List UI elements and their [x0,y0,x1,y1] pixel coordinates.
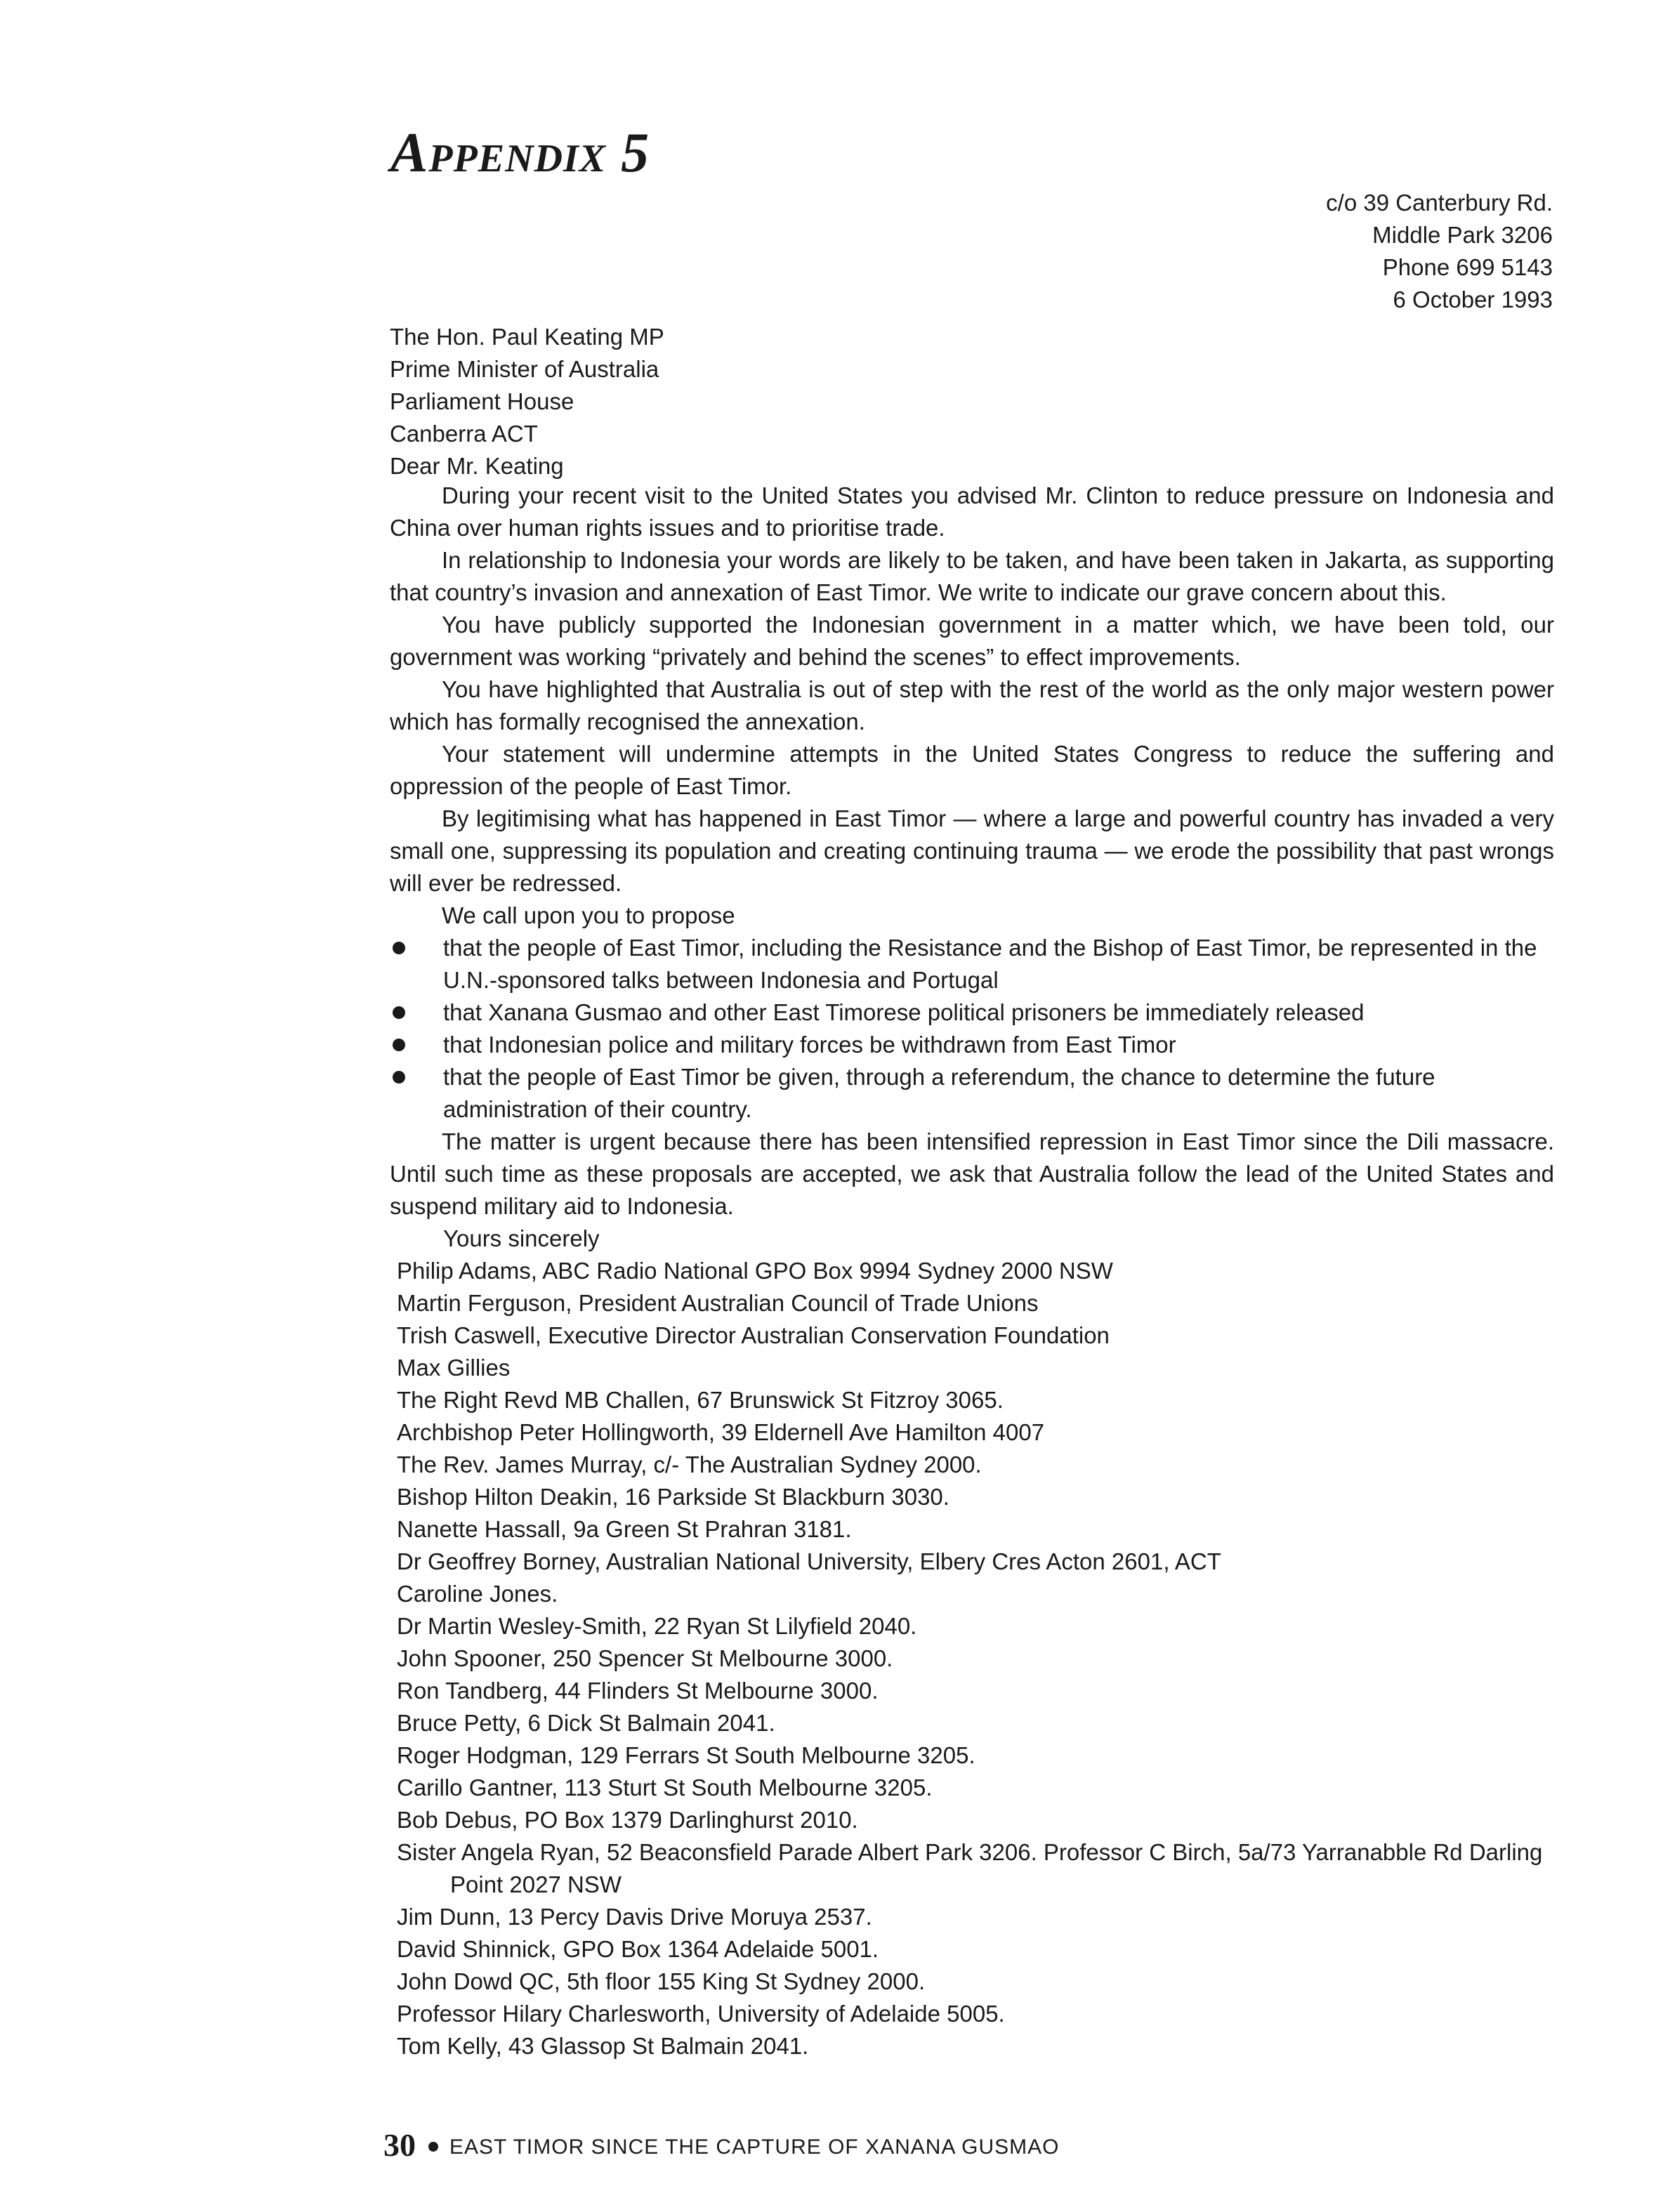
signatory-line: Bishop Hilton Deakin, 16 Parkside St Blackburn 3030. [397,1484,949,1510]
phone-line: Phone 699 5143 [1382,254,1553,280]
signatory-line: Ron Tandberg, 44 Flinders St Melbourne 3000. [397,1678,879,1704]
signatory-line: David Shinnick, GPO Box 1364 Adelaide 5001. [397,1936,879,1962]
signatory-line: Roger Hodgman, 129 Ferrars St South Melbourne 3205. [397,1742,975,1768]
bullet-icon [393,1071,405,1084]
body-paragraph: Your statement will undermine attempts in the United States Congress to reduce the suffering and oppression of the people of East Timor. [390,741,1554,799]
body-paragraph: By legitimising what has happened in East Timor — where a large and powerful country has invaded a very small one, suppressing its population and creating continuing trauma — we erode the possibility that past wrongs will ever be redressed. [390,805,1554,896]
bullet-icon [393,942,405,954]
proposal-item [390,1061,1554,1126]
signatory-line: Sister Angela Ryan, 52 Beaconsfield Parade Albert Park 3206. Professor C Birch, 5a/73 Yarranabble Rd Darling Point 2027 NSW [397,1839,1543,1897]
signatory-list [397,1255,1561,2062]
signatory-line: Philip Adams, ABC Radio National GPO Box 9994 Sydney 2000 NSW [397,1258,1113,1284]
body-paragraph: In relationship to Indonesia your words are likely to be taken, and have been taken in Jakarta, as supporting that country’s invasion and annexation of East Timor. We write to indicate our grave concern about this. [390,547,1554,605]
signatory-line: Archbishop Peter Hollingworth, 39 Eldernell Ave Hamilton 4007 [397,1419,1045,1445]
body-paragraph: You have highlighted that Australia is out of step with the rest of the world as the only major western power which has formally recognised the annexation. [390,676,1554,735]
sender-address [1061,187,1553,316]
signatory-line: Bob Debus, PO Box 1379 Darlinghurst 2010. [397,1807,858,1833]
recipient-city: Canberra ACT [390,421,538,447]
signatory-line: Tom Kelly, 43 Glassop St Balmain 2041. [397,2033,809,2059]
signatory-line: Jim Dunn, 13 Percy Davis Drive Moruya 2537. [397,1904,872,1930]
proposal-text: that the people of East Timor be given, through a referendum, the chance to determine the future administration of their country. [443,1064,1435,1122]
signatory-line: Trish Caswell, Executive Director Australian Conservation Foundation [397,1322,1110,1348]
letter-body [390,480,1554,2062]
signatory-line: Bruce Petty, 6 Dick St Balmain 2041. [397,1710,775,1736]
signatory-line: Carillo Gantner, 113 Sturt St South Melbourne 3205. [397,1775,933,1800]
signatory-line: John Spooner, 250 Spencer St Melbourne 3000. [397,1645,893,1671]
proposal-item [390,1029,1554,1061]
body-paragraph: We call upon you to propose [442,902,735,928]
letter-date: 6 October 1993 [1393,287,1553,312]
recipient-block [390,321,1233,482]
proposal-text: that Xanana Gusmao and other East Timorese political prisoners be immediately released [443,999,1365,1025]
address-line: c/o 39 Canterbury Rd. [1326,190,1553,216]
address-line: Middle Park 3206 [1372,222,1553,248]
footer-title: EAST TIMOR SINCE THE CAPTURE OF XANANA GUSMAO [449,2135,1060,2159]
closing: Yours sincerely [443,1225,600,1251]
bullet-icon [393,1039,405,1051]
signatory-line: Dr Geoffrey Borney, Australian National University, Elbery Cres Acton 2601, ACT [397,1548,1221,1574]
signatory-line: Caroline Jones. [397,1581,558,1607]
signatory-line: The Right Revd MB Challen, 67 Brunswick St Fitzroy 3065. [397,1387,1004,1413]
signatory-line: Max Gillies [397,1355,511,1381]
bullet-icon [393,1006,405,1019]
urgent-paragraph: The matter is urgent because there has been intensified repression in East Timor since the Dili massacre. Until such time as these proposals are accepted, we ask that Australia follow the lead of the United States and suspend military aid to Indonesia. [390,1128,1554,1219]
proposal-item [390,932,1554,996]
signatory-line: The Rev. James Murray, c/- The Australian Sydney 2000. [397,1451,982,1477]
recipient-title: Prime Minister of Australia [390,356,659,382]
appendix-heading: Appendix 5 [390,122,650,184]
proposal-text: that the people of East Timor, including the Resistance and the Bishop of East Timor, be represented in the U.N.-sponsored talks between Indonesia and Portugal [443,935,1537,993]
signatory-line: Dr Martin Wesley-Smith, 22 Ryan St Lilyfield 2040. [397,1613,917,1639]
signatory-line: Nanette Hassall, 9a Green St Prahran 3181. [397,1516,852,1542]
recipient-name: The Hon. Paul Keating MP [390,324,664,350]
page-footer [383,2127,1060,2163]
body-paragraph: During your recent visit to the United States you advised Mr. Clinton to reduce pressure on Indonesia and China over human rights issues and to prioritise trade. [390,482,1554,541]
salutation: Dear Mr. Keating [390,453,564,479]
footer-bullet-icon [428,2142,438,2152]
proposal-item [390,996,1554,1029]
signatory-line: Professor Hilary Charlesworth, University of Adelaide 5005. [397,2001,1005,2027]
signatory-line: John Dowd QC, 5th floor 155 King St Sydney 2000. [397,1968,926,1994]
page-number: 30 [383,2127,416,2163]
proposal-text: that Indonesian police and military forces be withdrawn from East Timor [443,1032,1176,1058]
signatory-line: Martin Ferguson, President Australian Council of Trade Unions [397,1290,1039,1316]
recipient-address: Parliament House [390,388,574,414]
proposal-list [390,932,1554,1126]
body-paragraph: You have publicly supported the Indonesian government in a matter which, we have been told, our government was working “privately and behind the scenes” to effect improvements. [390,612,1554,670]
